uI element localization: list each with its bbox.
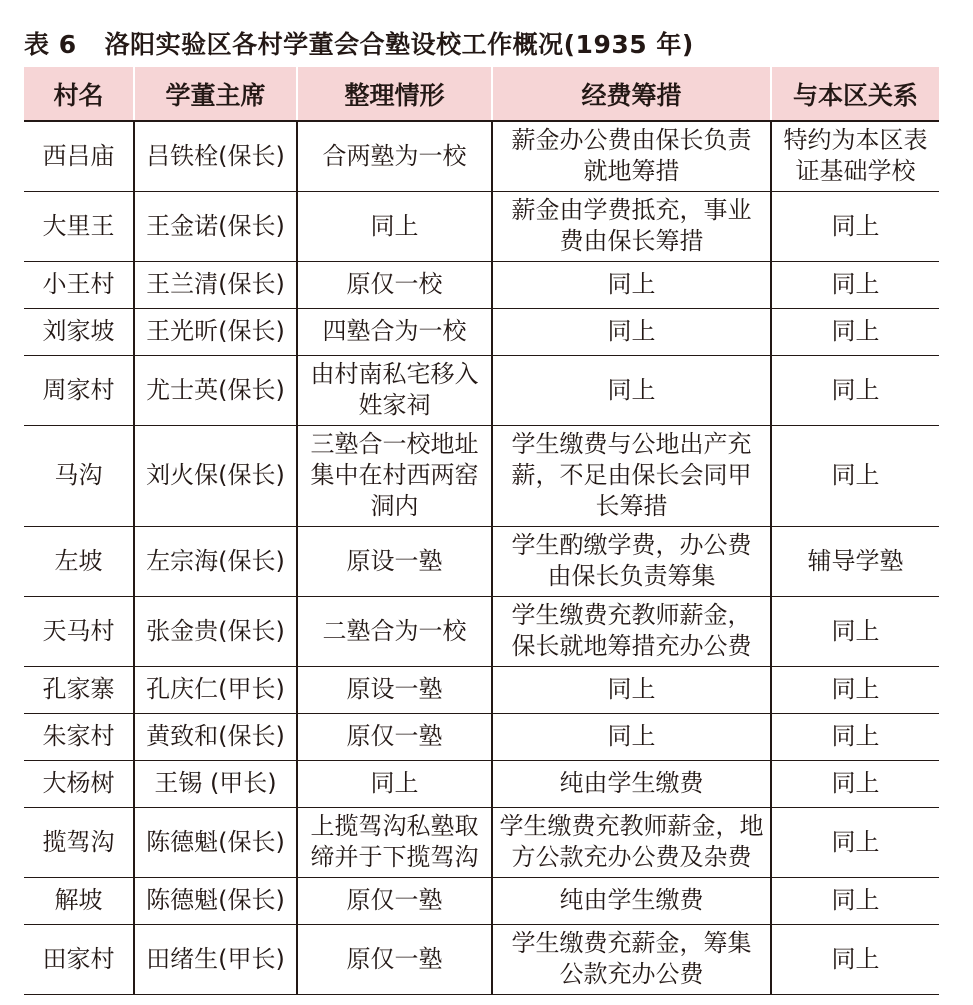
cell-funding	[492, 261, 771, 308]
table-row	[24, 807, 939, 877]
cell-chair: 陈德魁(保长)	[134, 807, 297, 877]
cell-funding-line: 纯由学生缴费	[559, 886, 704, 914]
cell-funding	[492, 924, 771, 994]
cell-situation-line: 原设一塾	[346, 675, 443, 703]
cell-relation	[771, 666, 939, 713]
cell-funding-line: 薪，不足由保长会同甲	[511, 461, 752, 489]
cell-funding-line: 同上	[607, 375, 656, 404]
cell-situation	[297, 355, 492, 425]
cell-village: 大里王	[24, 191, 134, 261]
cell-chair: 王兰清(保长)	[134, 261, 297, 308]
cell-relation-line: 证基础学校	[795, 157, 916, 186]
cell-funding	[492, 760, 771, 807]
village-school-table	[24, 67, 939, 995]
cell-situation	[297, 924, 492, 994]
cell-relation	[771, 355, 939, 425]
cell-relation-line: 同上	[831, 317, 880, 345]
cell-situation	[297, 191, 492, 261]
cell-chair: 刘火保(保长)	[134, 425, 297, 526]
cell-funding	[492, 191, 771, 261]
cell-relation-line: 同上	[831, 675, 880, 703]
cell-relation	[771, 877, 939, 924]
cell-situation-line: 二塾合为一校	[322, 616, 467, 645]
cell-situation-line: 原仅一校	[346, 270, 443, 298]
cell-funding-line: 学生酌缴学费，办公费	[511, 531, 752, 559]
cell-chair: 左宗海(保长)	[134, 526, 297, 596]
cell-relation-line: 同上	[831, 827, 880, 856]
caption-label: 表 6	[24, 30, 77, 59]
cell-situation-line: 原设一塾	[346, 546, 443, 575]
cell-situation	[297, 666, 492, 713]
cell-funding-line: 薪金由学费抵充，事业	[511, 196, 752, 224]
cell-funding	[492, 596, 771, 666]
cell-situation	[297, 526, 492, 596]
cell-situation-line: 集中在村西两窑	[310, 461, 479, 489]
cell-relation-line: 同上	[831, 461, 880, 489]
cell-relation	[771, 760, 939, 807]
cell-relation	[771, 191, 939, 261]
cell-village: 左坡	[24, 526, 134, 596]
cell-funding	[492, 308, 771, 355]
cell-village: 天马村	[24, 596, 134, 666]
cell-village: 小王村	[24, 261, 134, 308]
cell-chair: 吕铁栓(保长)	[134, 121, 297, 191]
caption-title: 洛阳实验区各村学董会合塾设校工作概况	[104, 30, 564, 59]
cell-relation	[771, 713, 939, 760]
cell-funding-line: 学生缴费充教师薪金，地	[499, 812, 764, 840]
cell-situation-line: 洞内	[370, 492, 419, 520]
cell-situation	[297, 308, 492, 355]
cell-funding-line: 保长就地筹措充办公费	[511, 632, 752, 660]
header-village: 村名	[24, 67, 134, 121]
table-row	[24, 760, 939, 807]
cell-situation-line: 同上	[370, 769, 419, 797]
cell-situation-line: 三塾合一校地址	[310, 430, 479, 458]
cell-funding-line: 费由保长筹措	[559, 227, 704, 255]
cell-relation-line: 同上	[831, 616, 880, 645]
cell-situation	[297, 596, 492, 666]
cell-situation-line: 同上	[370, 211, 419, 240]
header-row	[24, 67, 939, 121]
cell-village: 朱家村	[24, 713, 134, 760]
table-row	[24, 425, 939, 526]
cell-relation-line: 同上	[831, 211, 880, 240]
cell-funding	[492, 425, 771, 526]
table-row	[24, 355, 939, 425]
cell-chair: 王金诺(保长)	[134, 191, 297, 261]
cell-funding-line: 长筹措	[595, 492, 668, 520]
cell-funding-line: 同上	[607, 317, 656, 345]
cell-funding-line: 方公款充办公费及杂费	[511, 843, 752, 871]
cell-funding-line: 薪金办公费由保长负责	[511, 126, 752, 155]
header-funding: 经费筹措	[492, 67, 771, 121]
cell-funding	[492, 807, 771, 877]
cell-relation	[771, 121, 939, 191]
cell-funding	[492, 355, 771, 425]
cell-situation-line: 原仅一塾	[346, 944, 443, 973]
cell-relation	[771, 308, 939, 355]
table-row	[24, 308, 939, 355]
cell-relation	[771, 807, 939, 877]
caption-year: (1935 年)	[563, 30, 694, 59]
table-row	[24, 596, 939, 666]
cell-relation	[771, 596, 939, 666]
cell-situation	[297, 425, 492, 526]
cell-situation	[297, 877, 492, 924]
cell-situation-line: 四塾合为一校	[322, 317, 467, 345]
cell-funding	[492, 121, 771, 191]
cell-situation	[297, 121, 492, 191]
cell-village: 周家村	[24, 355, 134, 425]
cell-funding	[492, 713, 771, 760]
cell-situation-line: 上揽驾沟私塾取	[310, 812, 479, 840]
cell-village: 大杨树	[24, 760, 134, 807]
cell-village: 刘家坡	[24, 308, 134, 355]
cell-relation	[771, 924, 939, 994]
cell-chair: 陈德魁(保长)	[134, 877, 297, 924]
cell-chair: 黄致和(保长)	[134, 713, 297, 760]
cell-chair: 孔庆仁(甲长)	[134, 666, 297, 713]
table-row	[24, 261, 939, 308]
cell-funding-line: 同上	[607, 675, 656, 703]
cell-relation-line: 特约为本区表	[783, 126, 928, 155]
cell-funding	[492, 526, 771, 596]
header-chair: 学董主席	[134, 67, 297, 121]
table-row	[24, 191, 939, 261]
cell-situation-line: 合两塾为一校	[322, 141, 467, 170]
cell-relation-line: 同上	[831, 270, 880, 298]
cell-relation-line: 同上	[831, 722, 880, 750]
cell-relation	[771, 261, 939, 308]
table-caption	[24, 26, 694, 64]
cell-situation-line: 原仅一塾	[346, 886, 443, 914]
cell-village: 马沟	[24, 425, 134, 526]
cell-situation-line: 原仅一塾	[346, 722, 443, 750]
cell-relation	[771, 425, 939, 526]
cell-situation-line: 由村南私宅移入	[310, 360, 479, 388]
cell-funding-line: 由保长负责筹集	[547, 562, 716, 590]
cell-funding-line: 同上	[607, 270, 656, 298]
cell-village: 揽驾沟	[24, 807, 134, 877]
cell-funding-line: 学生缴费与公地出产充	[511, 430, 752, 458]
cell-relation-line: 同上	[831, 375, 880, 404]
table-row	[24, 877, 939, 924]
cell-relation-line: 辅导学塾	[807, 546, 904, 575]
cell-funding-line: 学生缴费充薪金，筹集	[511, 929, 752, 957]
cell-village: 解坡	[24, 877, 134, 924]
cell-chair: 田绪生(甲长)	[134, 924, 297, 994]
cell-funding-line: 公款充办公费	[559, 960, 704, 988]
cell-situation	[297, 807, 492, 877]
cell-relation-line: 同上	[831, 769, 880, 797]
table-row	[24, 713, 939, 760]
cell-chair: 张金贵(保长)	[134, 596, 297, 666]
table-row	[24, 924, 939, 994]
cell-village: 田家村	[24, 924, 134, 994]
cell-funding-line: 同上	[607, 722, 656, 750]
cell-relation	[771, 526, 939, 596]
table-row	[24, 666, 939, 713]
cell-funding-line: 学生缴费充教师薪金，	[511, 601, 752, 629]
cell-situation-line: 姓家祠	[358, 391, 431, 419]
cell-funding	[492, 877, 771, 924]
cell-situation-line: 缔并于下揽驾沟	[310, 843, 479, 871]
cell-relation-line: 同上	[831, 886, 880, 914]
cell-funding-line: 纯由学生缴费	[559, 769, 704, 797]
cell-funding-line: 就地筹措	[583, 157, 680, 186]
cell-situation	[297, 261, 492, 308]
cell-chair: 王锡 (甲长)	[134, 760, 297, 807]
table-body	[24, 121, 939, 994]
table-row	[24, 121, 939, 191]
cell-chair: 尤士英(保长)	[134, 355, 297, 425]
header-relation: 与本区关系	[771, 67, 939, 121]
cell-chair: 王光昕(保长)	[134, 308, 297, 355]
table-row	[24, 526, 939, 596]
cell-situation	[297, 760, 492, 807]
cell-situation	[297, 713, 492, 760]
cell-relation-line: 同上	[831, 944, 880, 973]
cell-village: 西吕庙	[24, 121, 134, 191]
header-situation: 整理情形	[297, 67, 492, 121]
cell-funding	[492, 666, 771, 713]
cell-village: 孔家寨	[24, 666, 134, 713]
